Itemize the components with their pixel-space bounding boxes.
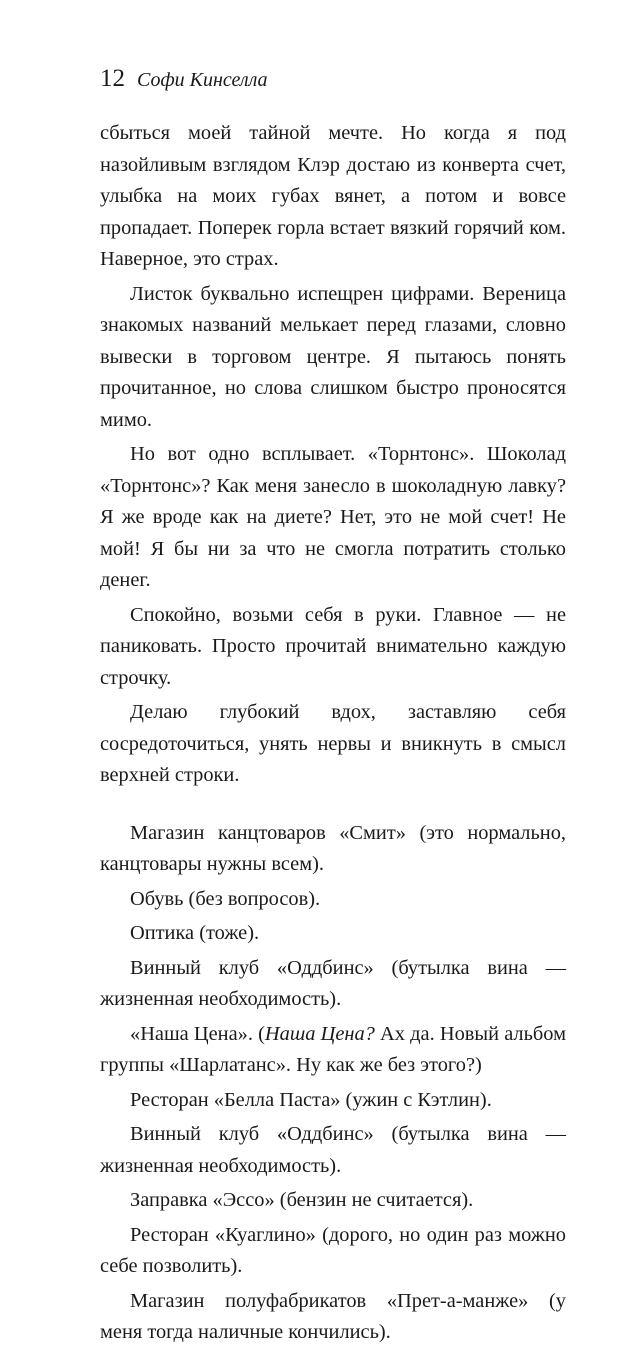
list-item: Ресторан «Белла Паста» (ужин с Кэтлин). xyxy=(130,1088,492,1111)
list-item: Оптика (тоже). xyxy=(130,922,260,944)
paragraph: сбыться моей тайной мечте. Но когда я под назойливым взглядом Клэр достаю из конверта счет, улыбка на моих губах вянет, а потом и вовсе пропадает. Поперек горла встает вязкий горячий ком. Наверное, это страх. xyxy=(100,122,566,270)
page-number: 12 xyxy=(100,65,125,92)
book-page xyxy=(100,62,566,1349)
body-text xyxy=(100,118,566,792)
section-spacer xyxy=(100,792,566,818)
running-head-author: Софи Кинселла xyxy=(137,69,268,91)
list-item: Ресторан «Куаглино» (дорого, но один раз можно себе позволить). xyxy=(100,1223,566,1277)
list-item xyxy=(100,1019,566,1082)
bill-items-list xyxy=(100,818,566,1349)
list-item: Магазин полуфабрикатов «Прет-а-манже» (у меня тогда наличные кончились). xyxy=(100,1289,566,1343)
list-item-text: «Наша Цена». ( xyxy=(130,1022,265,1045)
paragraph: Листок буквально испещрен цифрами. Вереница знакомых названий мелькает перед глазами, словно вывески в торговом центре. Я пытаюсь понять прочитанное, но слова слишком быстро проносятся мимо. xyxy=(100,282,566,431)
list-item-italic-text: Наша Цена? xyxy=(264,1022,375,1045)
list-item-text: Ах да. Новый альбом группы «Шарлатанс». Ну как же без этого?) xyxy=(100,1022,566,1076)
paragraph: Спокойно, возьми себя в руки. Главное — не паниковать. Просто прочитай внимательно каждую строчку. xyxy=(100,603,566,689)
page-header xyxy=(100,62,566,96)
list-item: Винный клуб «Оддбинс» (бутылка вина — жизненная необходимость). xyxy=(100,1123,566,1177)
paragraph: Но вот одно всплывает. «Торнтонс». Шоколад «Торнтонс»? Как меня занесло в шоколадную лавку? Я же вроде как на диете? Нет, это не мой счет! Не мой! Я бы ни за что не смогла потратить столько денег. xyxy=(100,443,566,591)
list-item: Винный клуб «Оддбинс» (бутылка вина — жизненная необходимость). xyxy=(100,956,566,1010)
list-item: Обувь (без вопросов). xyxy=(130,887,321,910)
list-item: Магазин канцтоваров «Смит» (это нормально, канцтовары нужны всем). xyxy=(100,821,566,875)
paragraph: Делаю глубокий вдох, заставляю себя сосредоточиться, унять нервы и вникнуть в смысл верхней строки. xyxy=(100,701,566,786)
list-item: Заправка «Эссо» (бензин не считается). xyxy=(130,1189,474,1211)
